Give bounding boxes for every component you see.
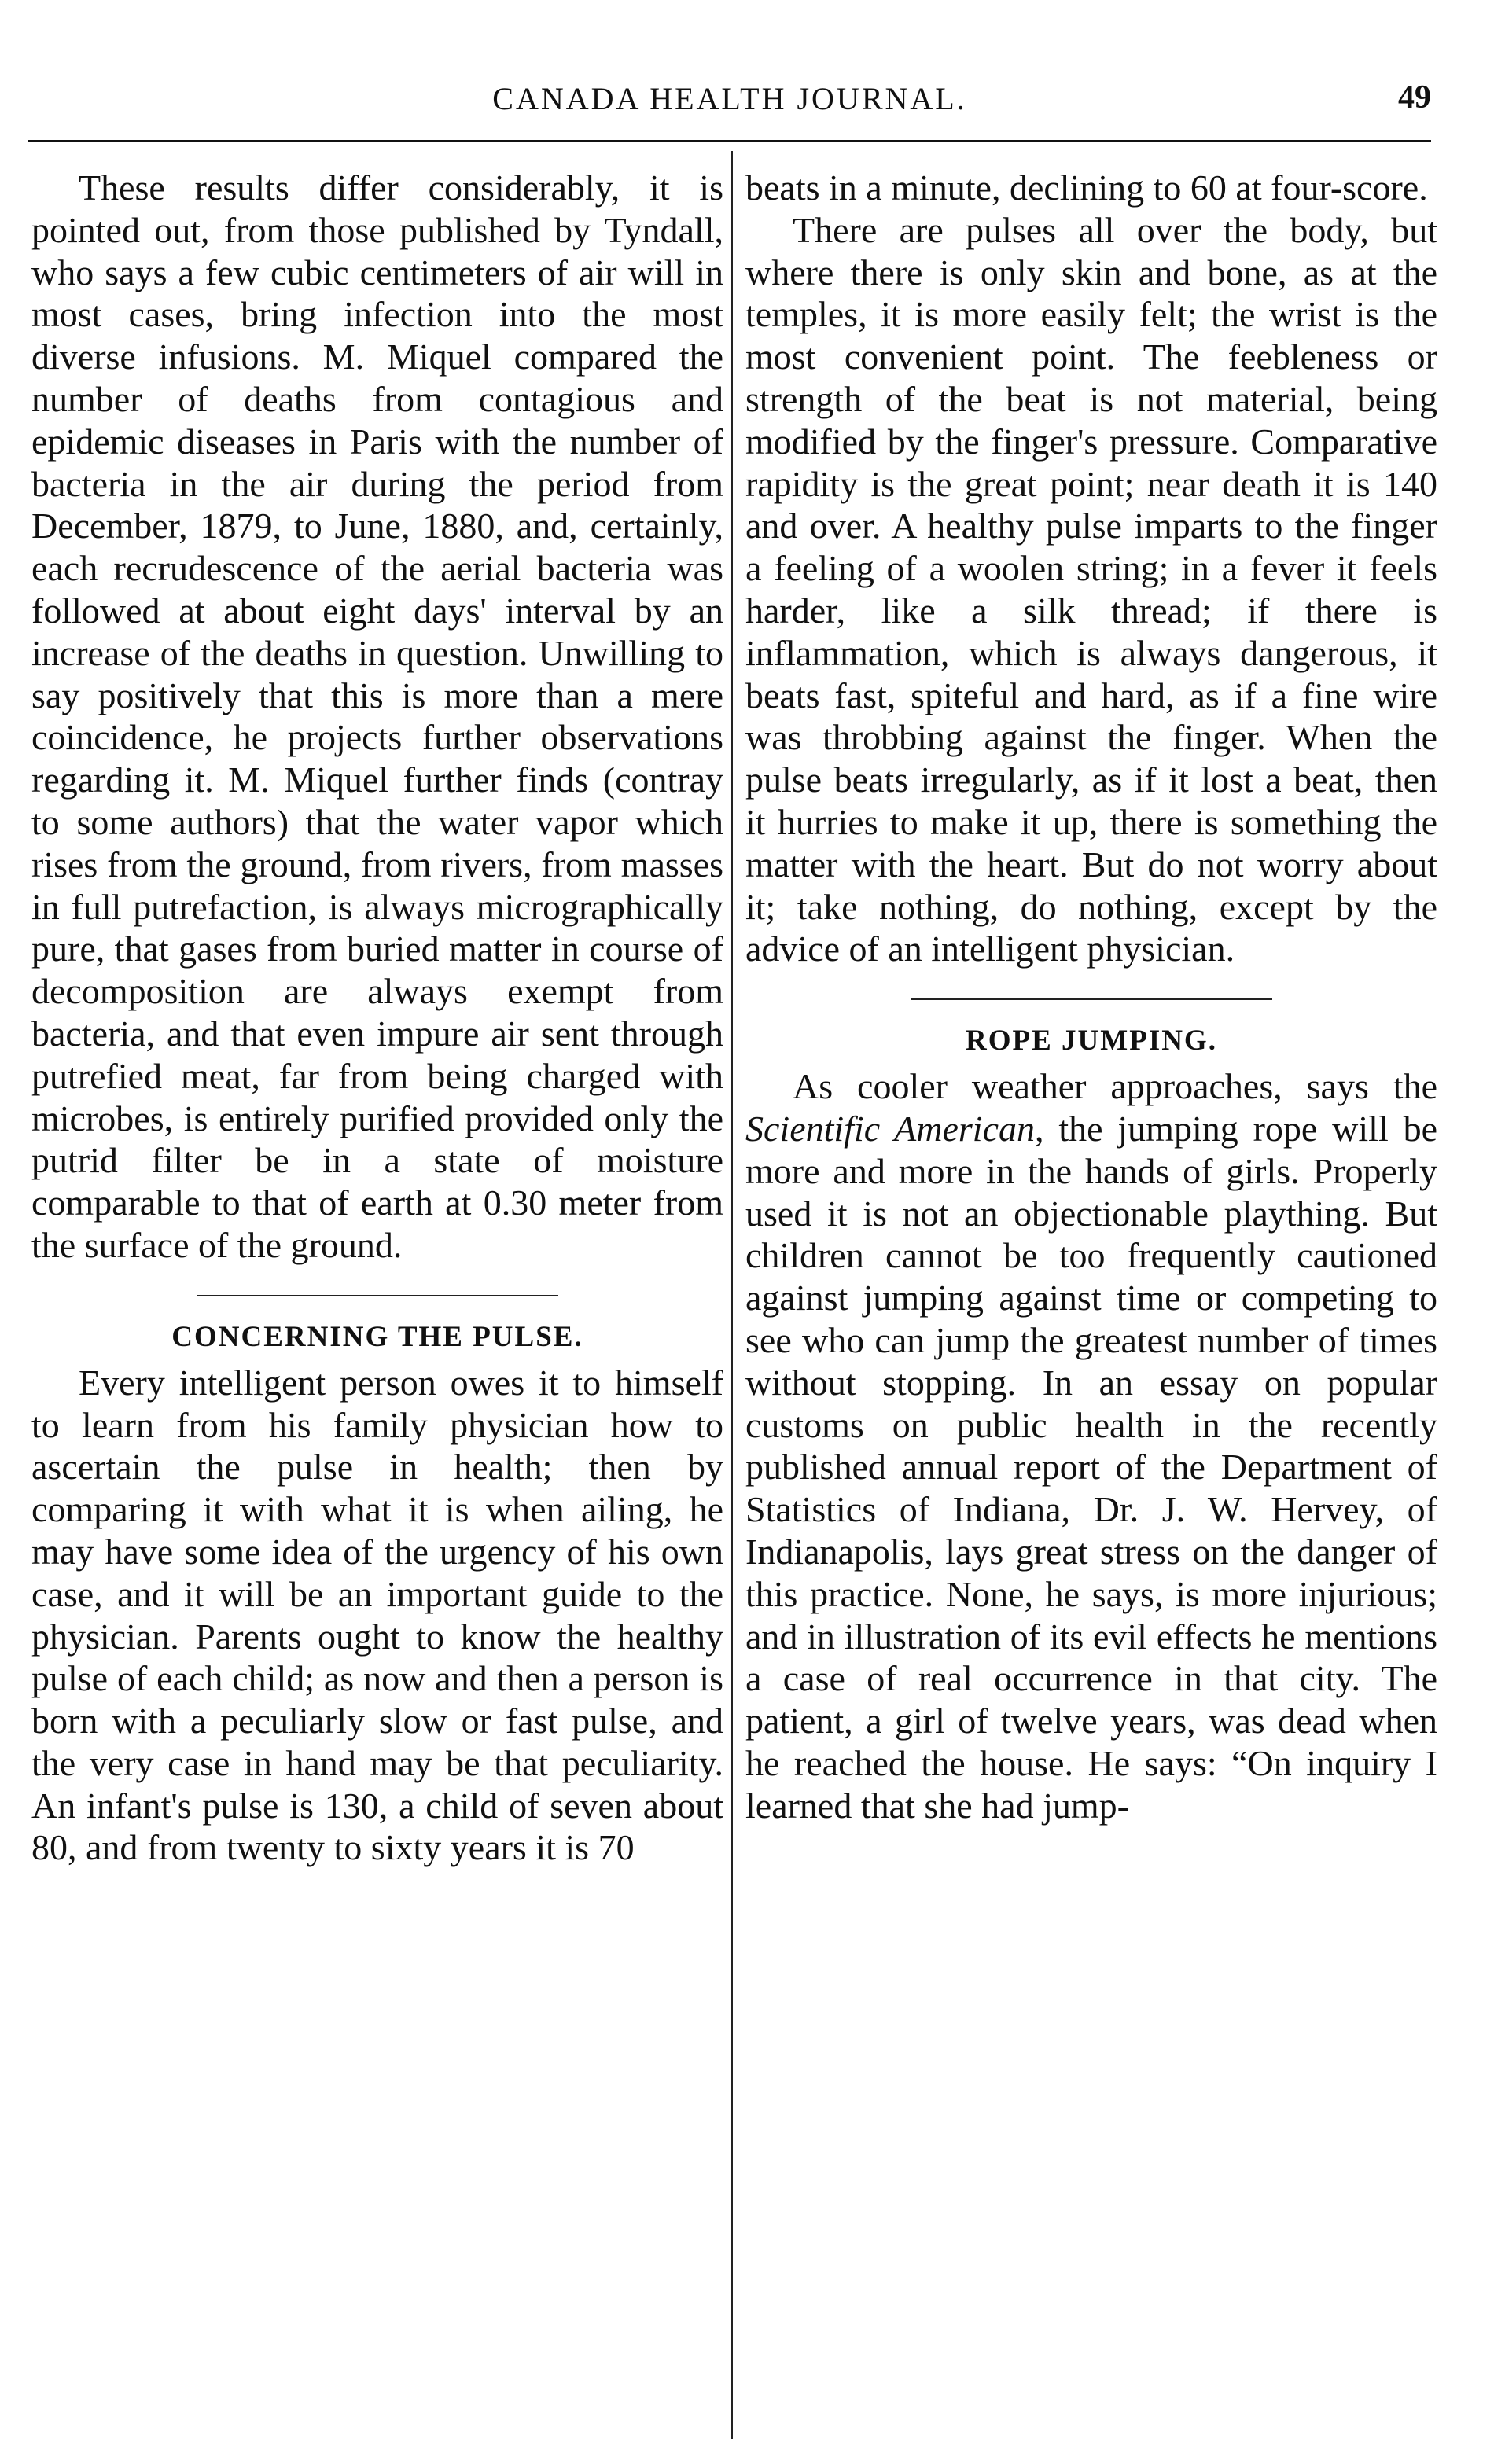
pulse-continuation-paragraph: beats in a minute, declining to 60 at four-score. [745,167,1428,208]
page-number: 49 [1398,79,1431,116]
rope-jumping-heading: ROPE JUMPING. [966,1024,1217,1057]
pulse-locations-paragraph: There are pulses all over the body, but where there is only skin and bone, as at the temples, it is more easily felt; the wrist is the most convenient point. The feebleness or strength of the beat is not material, being modified by the finger's pressure. Comparative rapidity is the great point; near death it is 140 and over. A healthy pulse imparts to the finger a feeling of a woolen string; in a fever it feels harder, like a silk thread; if there is inflammation, which is always dangerous, it beats fast, spiteful and hard, as if a fine wire was throbbing against the finger. When the pulse beats irregularly, as if it lost a beat, then it hurries to make it up, there is something the matter with the heart. But do not worry about it; take nothing, do nothing, except by the advice of an intelligent physician. [745,209,1437,969]
pulse-paragraph: Every intelligent person owes it to himself to learn from his family physician how to ascertain the pulse in health; then by comparing it with what it is when ailing, he may have some idea of the urgency of his own case, and it will be an important guide to the physician. Parents ought to know the healthy pulse of each child; as now and then a person is born with a peculiarly slow or fast pulse, and the very case in hand may be that peculiarity. An infant's pulse is 130, a child of seven about 80, and from twenty to sixty years it is 70 [31,1362,723,1868]
rope-jumping-paragraph [745,1065,1437,1826]
rope-text-start: As cooler weather approaches, says the [793,1066,1437,1107]
section-divider [197,1295,558,1296]
section-divider [911,998,1272,1000]
header-rule [28,140,1431,142]
left-column [31,167,723,1869]
rope-text-rest: , the jumping rope will be more and more in the hands of girls. Properly used it is not an objectionable plaything. But children cannot be too frequently cautioned against jumping against time or competing to see who can jump the greatest number of times without stopping. In an essay on popular customs on public health in the recently published annual report of the Department of Statistics of Indiana, Dr. J. W. Hervey, of Indianapolis, lays great stress on the danger of this practice. None, he says, is more injurious; and in illustration of its evil effects he mentions a case of real occurrence in that city. The patient, a girl of twelve years, was dead when he reached the house. He says: “On inquiry I learned that she had jump- [745,1108,1437,1826]
bacteria-paragraph: These results differ considerably, it is pointed out, from those published by Tyndall, who says a few cubic centimeters of air will in most cases, bring infection into the most diverse infusions. M. Miquel compared the number of deaths from contagious and epidemic diseases in Paris with the number of bacteria in the air during the period from December, 1879, to June, 1880, and, certainly, each recrudescence of the aerial bacteria was followed at about eight days' interval by an increase of the deaths in question. Unwilling to say positively that this is more than a mere coincidence, he projects further observations regarding it. M. Miquel further finds (contray to some authors) that the water vapor which rises from the ground, from rivers, from masses in full putrefaction, is always micrographically pure, that gases from buried matter in course of decomposition are always exempt from bacteria, and that even impure air sent through putrefied meat, far from being charged with microbes, is entirely purified provided only the putrid filter be in a state of moisture comparable to that of earth at 0.30 meter from the surface of the ground. [31,167,723,1265]
journal-title: CANADA HEALTH JOURNAL. [492,81,967,116]
pulse-heading: CONCERNING THE PULSE. [171,1320,583,1353]
publication-name: Scientific American [745,1108,1036,1149]
right-column [745,167,1437,1826]
column-divider [731,151,733,2439]
page-header [28,80,1431,127]
